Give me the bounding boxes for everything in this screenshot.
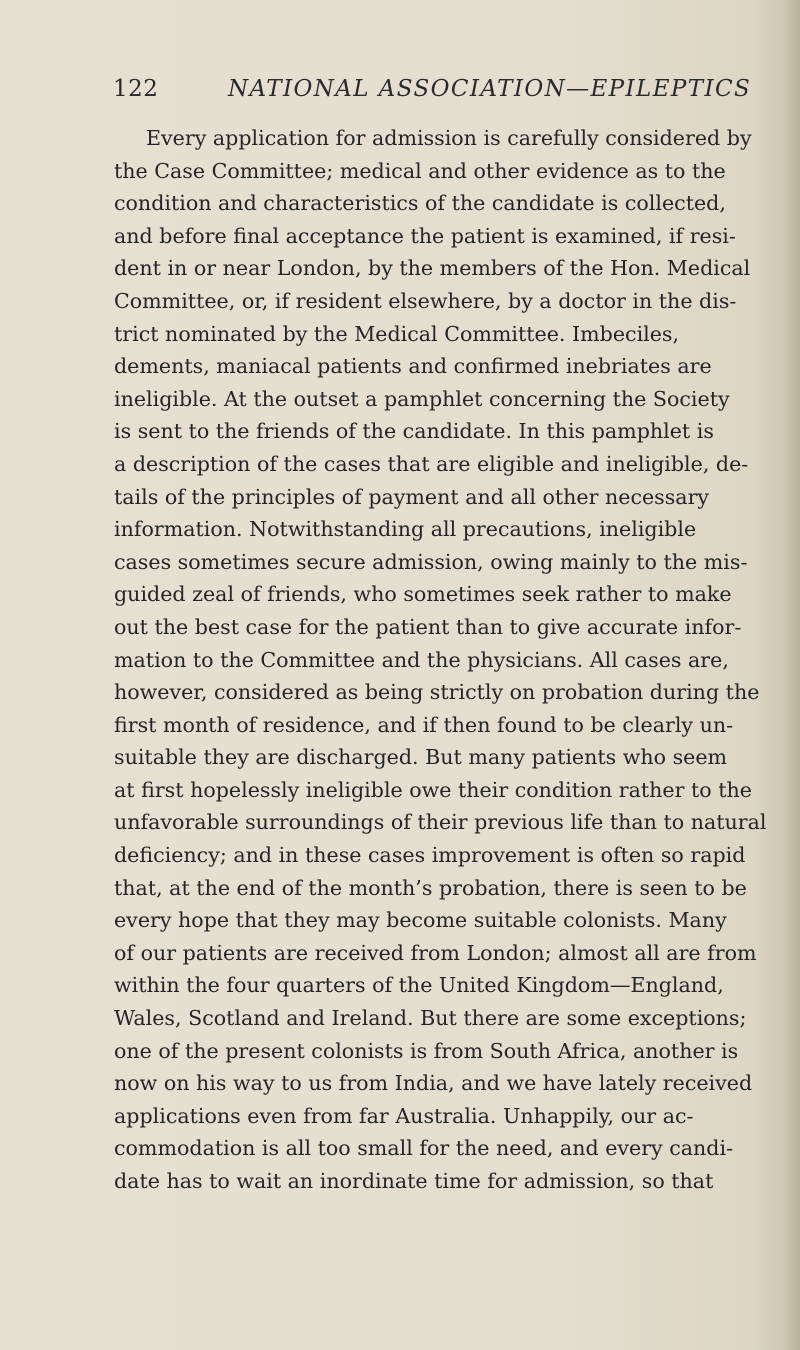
text-line: Committee, or, if resident elsewhere, by a doctor in the dis- bbox=[114, 288, 737, 313]
text-line: out the best case for the patient than to give accurate infor- bbox=[114, 614, 742, 639]
page-number: 122 bbox=[113, 76, 159, 102]
text-line: information. Notwithstanding all precautions, ineligible bbox=[114, 517, 697, 542]
text-line: however, considered as being strictly on probation during the bbox=[114, 680, 760, 705]
text-line: deficiency; and in these cases improvement is often so rapid bbox=[114, 843, 746, 868]
text-line: a description of the cases that are eligible and ineligible, de- bbox=[114, 451, 749, 476]
running-title: NATIONAL ASSOCIATION—EPILEPTICS bbox=[228, 76, 752, 102]
text-line: condition and characteristics of the candidate is collected, bbox=[114, 191, 726, 216]
text-line: Wales, Scotland and Ireland. But there are some exceptions; bbox=[114, 1006, 747, 1031]
text-line: tails of the principles of payment and all other necessary bbox=[114, 484, 710, 509]
text-line: every hope that they may become suitable colonists. Many bbox=[114, 908, 727, 933]
text-line: date has to wait an inordinate time for admission, so that bbox=[114, 1169, 714, 1193]
text-line: the Case Committee; medical and other evidence as to the bbox=[114, 158, 726, 183]
text-line: first month of residence, and if then found to be clearly un- bbox=[114, 712, 734, 737]
text-line: dent in or near London, by the members of the Hon. Medical bbox=[114, 256, 751, 281]
text-line: of our patients are received from London; almost all are from bbox=[114, 940, 757, 965]
body-text bbox=[114, 122, 767, 1198]
text-line: at first hopelessly ineligible owe their condition rather to the bbox=[114, 777, 752, 802]
text-line: guided zeal of friends, who sometimes seek rather to make bbox=[114, 582, 732, 607]
text-line: dements, maniacal patients and confirmed inebriates are bbox=[114, 354, 712, 379]
text-line: one of the present colonists is from South Africa, another is bbox=[114, 1038, 739, 1063]
text-line: is sent to the friends of the candidate. In this pamphlet is bbox=[114, 419, 714, 444]
text-line: suitable they are discharged. But many patients who seem bbox=[114, 745, 728, 770]
text-line: Every application for admission is carefully considered by bbox=[146, 126, 752, 150]
text-line: that, at the end of the month’s probation, there is seen to be bbox=[114, 875, 747, 900]
text-line: now on his way to us from India, and we have lately received bbox=[114, 1071, 753, 1096]
text-line: and before final acceptance the patient is examined, if resi- bbox=[114, 223, 736, 248]
text-line: mation to the Committee and the physicians. All cases are, bbox=[114, 647, 729, 672]
text-line: ineligible. At the outset a pamphlet concerning the Society bbox=[114, 386, 730, 411]
text-line: applications even from far Australia. Unhappily, our ac- bbox=[114, 1103, 694, 1128]
text-line: commodation is all too small for the need, and every candi- bbox=[114, 1136, 734, 1161]
text-line: within the four quarters of the United Kingdom—England, bbox=[114, 973, 724, 998]
text-line: cases sometimes secure admission, owing mainly to the mis- bbox=[114, 549, 748, 574]
text-line: unfavorable surroundings of their previous life than to natural bbox=[114, 810, 767, 835]
running-head bbox=[0, 76, 800, 116]
text-line: trict nominated by the Medical Committee. Imbeciles, bbox=[114, 321, 680, 346]
